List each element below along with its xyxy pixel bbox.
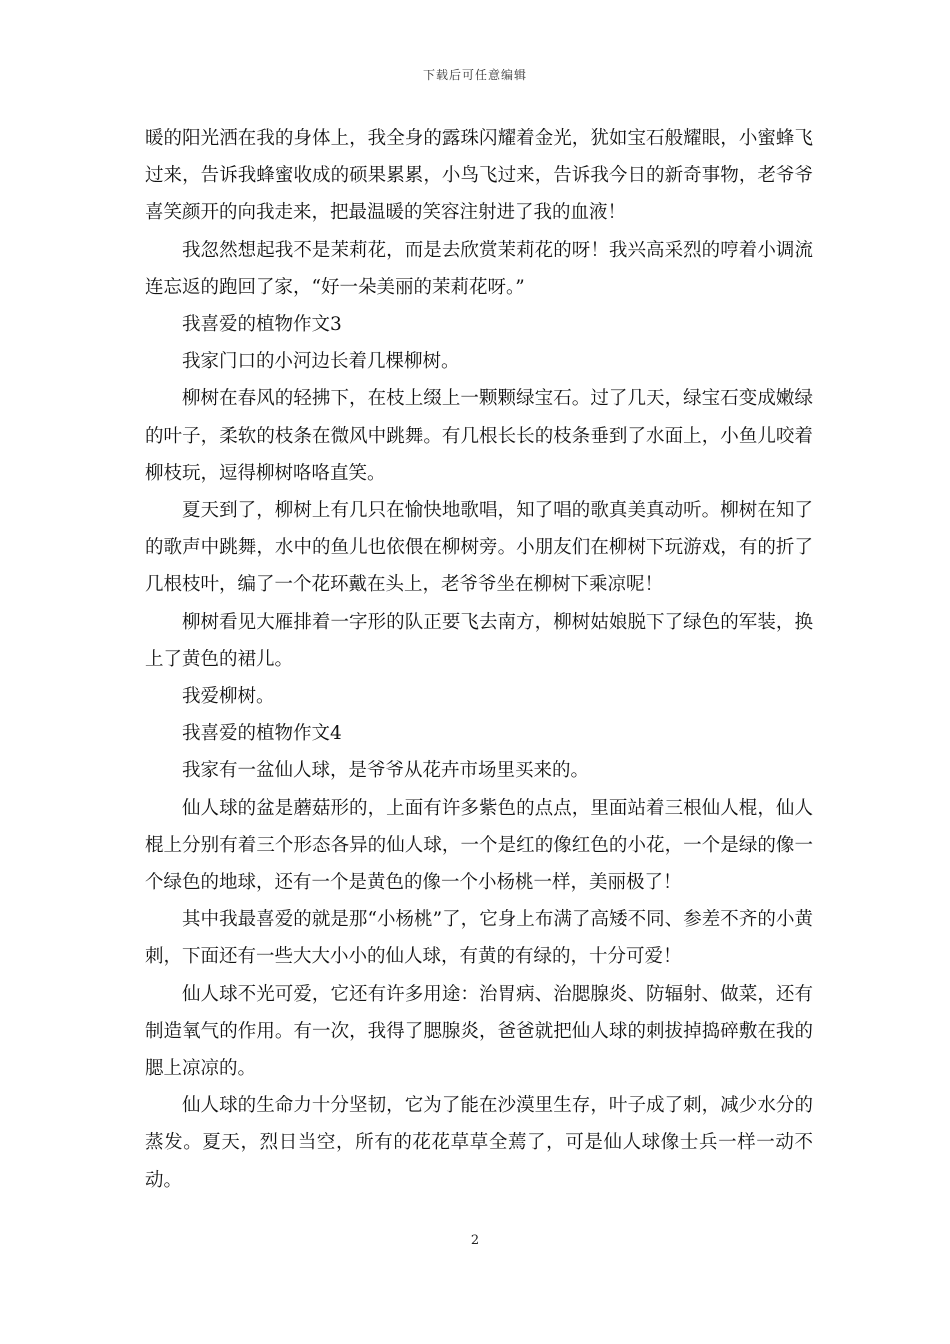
paragraph: 我忽然想起我不是茉莉花，而是去欣赏茉莉花的呀！我兴高采烈的哼着小调流连忘返的跑回了家，“好一朵美丽的茉莉花呀。” — [145, 239, 813, 298]
paragraph: 我家有一盆仙人球，是爷爷从花卉市场里买来的。 — [182, 760, 590, 782]
paragraph: 柳树看见大雁排着一字形的队正要飞去南方，柳树姑娘脱下了绿色的军装，换上了黄色的裙儿。 — [145, 611, 813, 670]
paragraph: 其中我最喜爱的就是那“小杨桃”了，它身上布满了高矮不同、参差不齐的小黄刺，下面还有一些大大小小的仙人球，有黄的有绿的，十分可爱！ — [145, 909, 813, 968]
page-number: 2 — [470, 1233, 480, 1248]
paragraph-continued: 暖的阳光洒在我的身体上，我全身的露珠闪耀着金光，犹如宝石般耀眼，小蜜蜂飞过来，告诉我蜂蜜收成的硕果累累，小鸟飞过来，告诉我今日的新奇事物，老爷爷喜笑颜开的向我走来，把最温暖的笑容注射进了我的血液！ — [145, 128, 813, 224]
paragraph: 仙人球不光可爱，它还有许多用途：治胃病、治腮腺炎、防辐射、做菜，还有制造氧气的作用。有一次，我得了腮腺炎，爸爸就把仙人球的刺拔掉捣碎敷在我的腮上凉凉的。 — [145, 983, 813, 1080]
page-header: 下载后可任意编辑 — [422, 68, 527, 82]
paragraph: 仙人球的生命力十分坚韧，它为了能在沙漠里生存，叶子成了刺，减少水分的蒸发。夏天，烈日当空，所有的花花草草全蔫了，可是仙人球像士兵一样一动不动。 — [145, 1095, 813, 1191]
section-heading-essay-3: 我喜爱的植物作文3 — [182, 314, 342, 336]
paragraph: 我家门口的小河边长着几棵柳树。 — [182, 351, 460, 373]
paragraph: 夏天到了，柳树上有几只在愉快地歌唱，知了唱的歌真美真动听。柳树在知了的歌声中跳舞，水中的鱼儿也依偎在柳树旁。小朋友们在柳树下玩游戏，有的折了几根枝叶，编了一个花环戴在头上，老爷爷坐在柳树下乘凉呢！ — [145, 500, 813, 596]
section-heading-essay-4: 我喜爱的植物作文4 — [182, 723, 342, 745]
document-body — [145, 120, 813, 1199]
paragraph: 柳树在春风的轻拂下，在枝上缀上一颗颗绿宝石。过了几天，绿宝石变成嫩绿的叶子，柔软的枝条在微风中跳舞。有几根长长的枝条垂到了水面上，小鱼儿咬着柳枝玩，逗得柳树咯咯直笑。 — [145, 388, 813, 484]
paragraph: 仙人球的盆是蘑菇形的，上面有许多紫色的点点，里面站着三根仙人棍，仙人棍上分别有着三个形态各异的仙人球，一个是红的像红色的小花，一个是绿的像一个绿色的地球，还有一个是黄色的像一个小杨桃一样，美丽极了！ — [145, 797, 813, 894]
paragraph: 我爱柳树。 — [182, 686, 275, 708]
